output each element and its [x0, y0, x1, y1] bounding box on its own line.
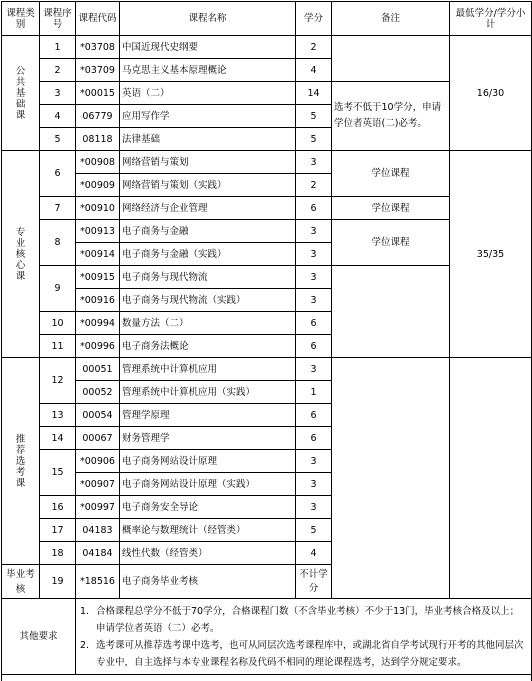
row-code: *00908 [76, 151, 120, 174]
row-credit: 6 [296, 312, 332, 335]
row-course-name: 管理系统中计算机应用 [120, 358, 296, 381]
row-seq: 1 [40, 36, 76, 59]
header-credit: 学分 [296, 2, 332, 36]
row-seq: 6 [40, 151, 76, 197]
category-char: 共 [15, 76, 26, 88]
category-char: 心 [15, 259, 26, 271]
row-code: 08118 [76, 128, 120, 151]
remark-empty [332, 266, 450, 358]
row-code: 00054 [76, 404, 120, 427]
requirement-item [80, 637, 525, 671]
row-code: 00067 [76, 427, 120, 450]
row-code: 06779 [76, 105, 120, 128]
row-code: 04183 [76, 519, 120, 542]
row-seq: 18 [40, 542, 76, 565]
row-seq: 4 [40, 105, 76, 128]
row-code: *00916 [76, 289, 120, 312]
row-seq: 10 [40, 312, 76, 335]
row-course-name: 电子商务网站设计原理（实践） [120, 473, 296, 496]
requirement-number: 2. [80, 640, 90, 651]
row-course-name: 中国近现代史纲要 [120, 36, 296, 59]
row-seq: 16 [40, 496, 76, 519]
min-credit-core: 35/35 [450, 151, 532, 358]
row-seq: 14 [40, 427, 76, 450]
row-credit: 5 [296, 128, 332, 151]
category-char: 核 [15, 248, 26, 260]
row-course-name: 线性代数（经管类） [120, 542, 296, 565]
category-char: 专 [15, 226, 26, 238]
row-credit: 6 [296, 197, 332, 220]
remark-empty [332, 36, 450, 82]
row-course-name: 英语（二） [120, 82, 296, 105]
requirement-item [80, 603, 525, 637]
row-code: *00914 [76, 243, 120, 266]
category-char: 公 [15, 65, 26, 77]
row-course-name: 电子商务毕业考核 [120, 565, 296, 599]
row-course-name: 电子商务与金融 [120, 220, 296, 243]
requirements-row [2, 599, 532, 675]
row-code: *18516 [76, 565, 120, 599]
row-course-name: 电子商务法概论 [120, 335, 296, 358]
row-code: *00996 [76, 335, 120, 358]
min-credit-public: 16/30 [450, 36, 532, 151]
row-seq: 2 [40, 59, 76, 82]
header-name: 课程名称 [120, 2, 296, 36]
category-recommended-elective [2, 358, 40, 565]
category-char: 业 [15, 237, 26, 249]
table-header [2, 2, 532, 36]
category-public-basic [2, 36, 40, 151]
row-code: 00052 [76, 381, 120, 404]
header-category: 课程类别 [2, 2, 40, 36]
table-tail [2, 675, 532, 681]
row-code: *03709 [76, 59, 120, 82]
row-credit: 1 [296, 381, 332, 404]
category-char: 荐 [15, 444, 26, 456]
row-course-name: 电子商务网站设计原理 [120, 450, 296, 473]
row-credit: 3 [296, 243, 332, 266]
row-code: 04184 [76, 542, 120, 565]
row-credit: 3 [296, 450, 332, 473]
row-course-name: 概率论与数理统计（经管类） [120, 519, 296, 542]
row-credit: 6 [296, 427, 332, 450]
row-course-name: 电子商务与现代物流 [120, 266, 296, 289]
category-char: 考 [15, 466, 26, 478]
table-row [2, 36, 532, 59]
category-graduation: 毕业考核 [2, 565, 40, 599]
remark-degree-course: 学位课程 [332, 220, 450, 266]
course-plan-table [1, 1, 532, 681]
row-credit: 3 [296, 289, 332, 312]
remark-degree-course: 学位课程 [332, 151, 450, 197]
header-min-credit: 最低学分/学分小计 [450, 2, 532, 36]
row-code: 00051 [76, 358, 120, 381]
row-code: *00906 [76, 450, 120, 473]
row-code: *03708 [76, 36, 120, 59]
row-course-name: 电子商务与金融（实践） [120, 243, 296, 266]
tail-cell [2, 675, 532, 681]
category-char: 课 [15, 270, 26, 282]
remark-elective-note: 选考不低于10学分，申请学位者英语(二)必考。 [332, 82, 450, 151]
row-code: *00915 [76, 266, 120, 289]
requirements-list [76, 599, 532, 675]
category-char: 推 [15, 433, 26, 445]
row-credit: 6 [296, 404, 332, 427]
header-seq: 课程序号 [40, 2, 76, 36]
row-seq: 9 [40, 266, 76, 312]
row-seq: 11 [40, 335, 76, 358]
category-core [2, 151, 40, 358]
row-seq: 19 [40, 565, 76, 599]
category-char: 础 [15, 98, 26, 110]
requirements-label: 其他要求 [2, 599, 76, 675]
requirement-text: 合格课程总学分不低于70学分，合格课程门数（不含毕业考核）不少于13门，毕业考核合格及以上；申请学位者英语（二）必考。 [96, 606, 520, 634]
row-code: *00907 [76, 473, 120, 496]
requirement-number: 1. [80, 606, 90, 617]
table-row [2, 151, 532, 174]
row-seq: 17 [40, 519, 76, 542]
row-credit: 3 [296, 473, 332, 496]
header-remark: 备注 [332, 2, 450, 36]
min-credit-empty [450, 358, 532, 599]
row-credit: 14 [296, 82, 332, 105]
row-seq: 13 [40, 404, 76, 427]
row-course-name: 应用写作学 [120, 105, 296, 128]
row-credit: 6 [296, 335, 332, 358]
row-course-name: 管理学原理 [120, 404, 296, 427]
remark-empty [332, 358, 450, 599]
row-seq: 8 [40, 220, 76, 266]
row-course-name: 网络营销与策划（实践） [120, 174, 296, 197]
row-code: *00913 [76, 220, 120, 243]
row-seq: 5 [40, 128, 76, 151]
row-course-name: 法律基础 [120, 128, 296, 151]
row-course-name: 网络营销与策划 [120, 151, 296, 174]
row-course-name: 财务管理学 [120, 427, 296, 450]
row-course-name: 数量方法（二） [120, 312, 296, 335]
row-code: *00994 [76, 312, 120, 335]
row-seq: 15 [40, 450, 76, 496]
row-seq: 7 [40, 197, 76, 220]
row-credit: 3 [296, 266, 332, 289]
row-credit: 3 [296, 358, 332, 381]
row-course-name: 马克思主义基本原理概论 [120, 59, 296, 82]
row-credit: 3 [296, 151, 332, 174]
table-row [2, 358, 532, 381]
row-code: *00997 [76, 496, 120, 519]
row-credit: 5 [296, 105, 332, 128]
row-credit: 2 [296, 174, 332, 197]
row-code: *00909 [76, 174, 120, 197]
row-credit: 4 [296, 542, 332, 565]
row-code: *00015 [76, 82, 120, 105]
category-char: 基 [15, 87, 26, 99]
row-credit: 5 [296, 519, 332, 542]
category-char: 课 [15, 109, 26, 121]
row-credit: 3 [296, 220, 332, 243]
row-code: *00910 [76, 197, 120, 220]
row-credit: 2 [296, 36, 332, 59]
requirement-text: 选考课可从推荐选考课中选考，也可从同层次选考课程库中，或湖北省自学考试现行开考的其他同层次专业中，自主选择与本专业课程名称及代码不相同的理论课程选考，达到学分规定要求。 [96, 640, 524, 668]
row-credit: 4 [296, 59, 332, 82]
row-seq: 3 [40, 82, 76, 105]
row-course-name: 管理系统中计算机应用（实践） [120, 381, 296, 404]
row-course-name: 电子商务安全导论 [120, 496, 296, 519]
header-code: 课程代码 [76, 2, 120, 36]
row-credit: 不计学分 [296, 565, 332, 599]
row-course-name: 电子商务与现代物流（实践） [120, 289, 296, 312]
category-char: 课 [15, 477, 26, 489]
row-seq: 12 [40, 358, 76, 404]
row-credit: 3 [296, 496, 332, 519]
row-course-name: 网络经济与企业管理 [120, 197, 296, 220]
remark-degree-course: 学位课程 [332, 197, 450, 220]
category-char: 选 [15, 455, 26, 467]
